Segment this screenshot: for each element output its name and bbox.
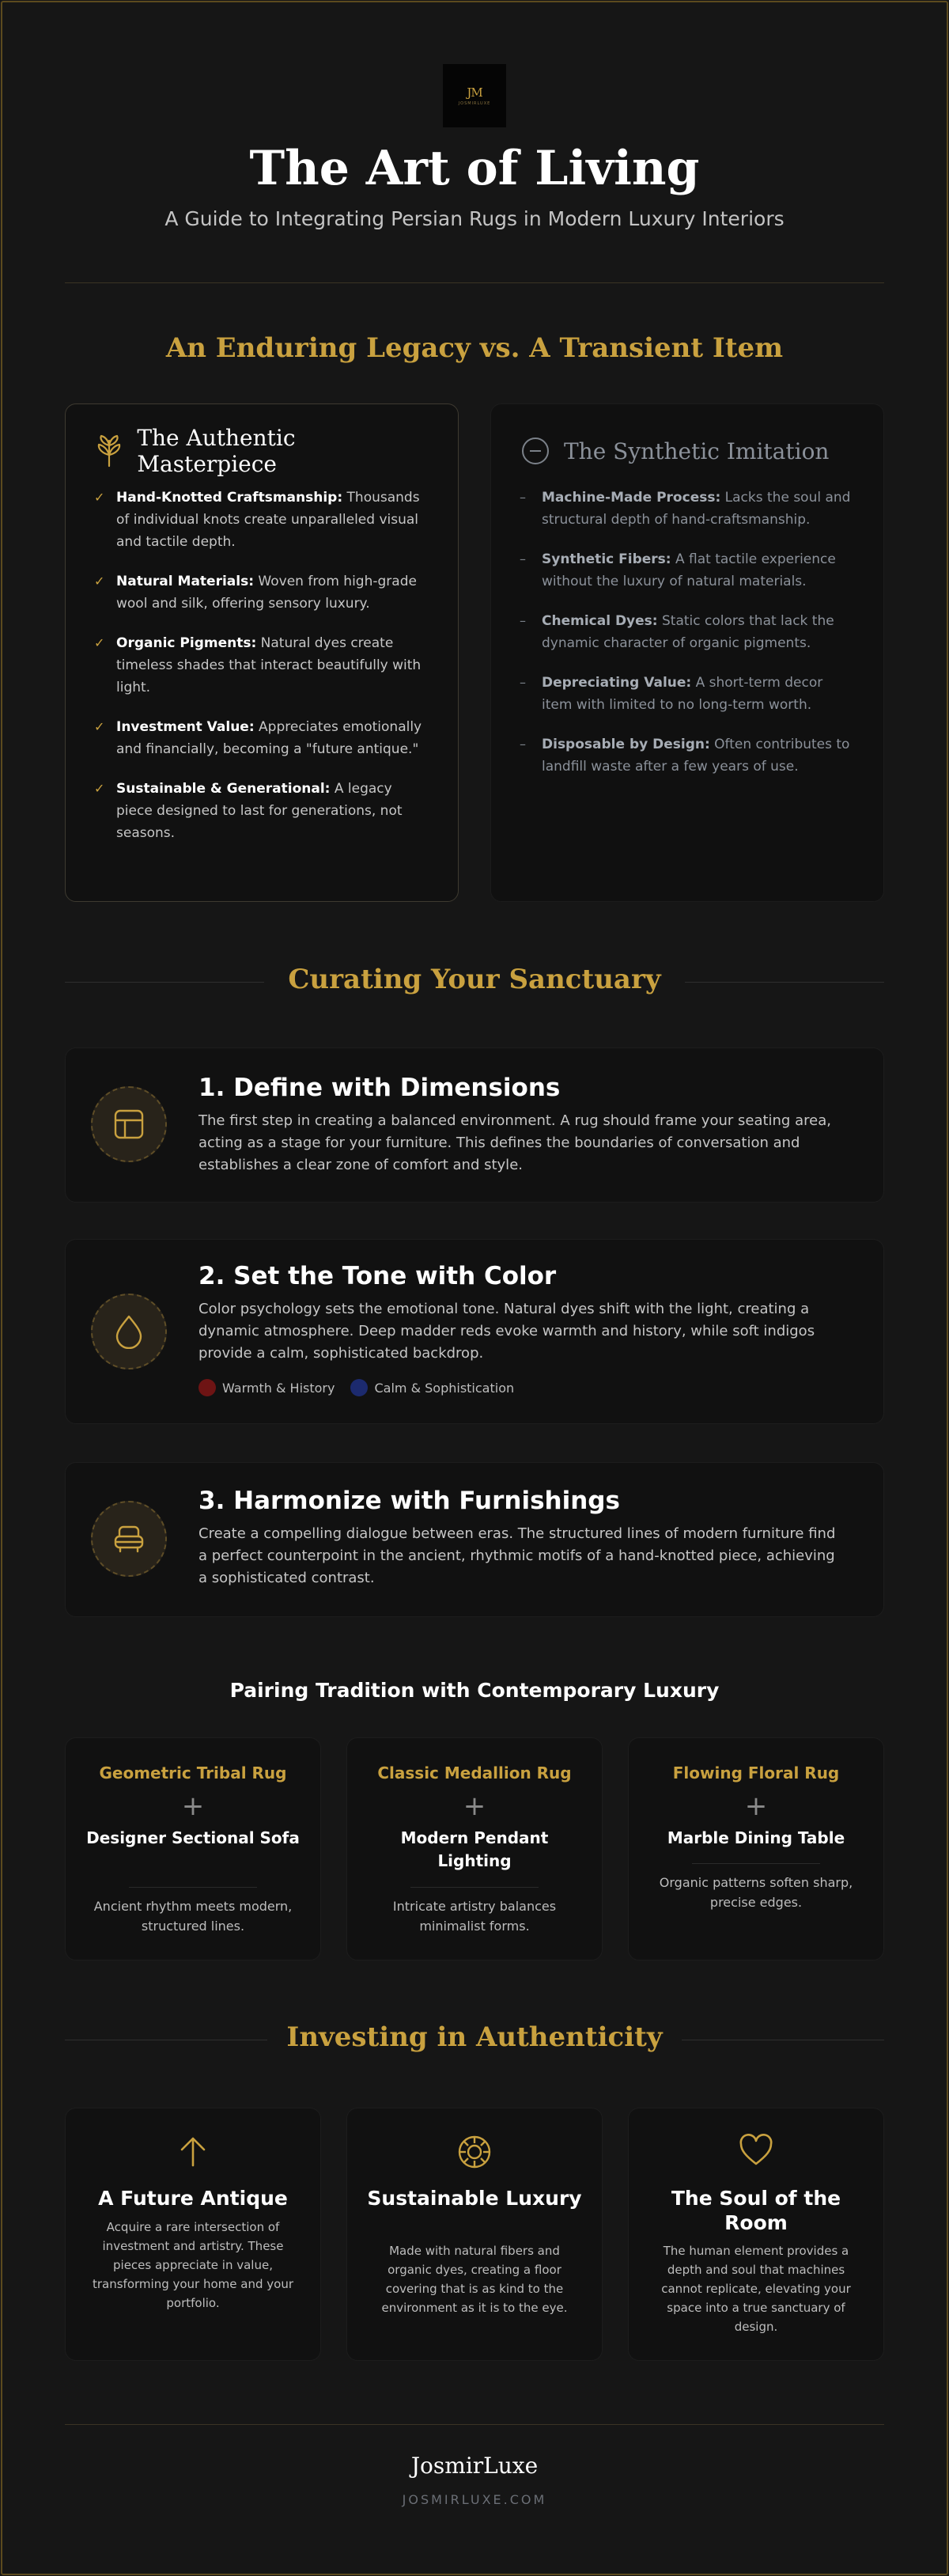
layout-icon xyxy=(91,1086,167,1162)
dash-icon: – xyxy=(520,737,526,752)
pairing-card xyxy=(65,1737,321,1960)
pairing-furniture: Marble Dining Table xyxy=(667,1828,845,1847)
synthetic-heading: The Synthetic Imitation xyxy=(564,438,830,464)
comparison-item xyxy=(520,672,855,716)
comparison-item xyxy=(94,570,429,615)
step-card-dimensions xyxy=(65,1047,884,1203)
comparison-item-label: Natural Materials: xyxy=(116,574,255,589)
curating-section-title: Curating Your Sanctuary xyxy=(288,964,661,995)
dash-icon: – xyxy=(520,613,526,628)
investing-card-title: The Soul of the Room xyxy=(671,2187,841,2234)
pairing-rug: Flowing Floral Rug xyxy=(672,1763,840,1782)
pairing-card xyxy=(628,1737,884,1960)
step-title: 1. Define with Dimensions xyxy=(198,1074,561,1102)
pairing-note: Ancient rhythm meets modern, structured lines. xyxy=(93,1899,293,1934)
comparison-item-text: A legacy piece designed to last for generations, not seasons. xyxy=(116,781,403,841)
comparison-item xyxy=(520,487,855,531)
investing-card xyxy=(628,2108,884,2361)
investing-card-text: The human element provides a depth and soul that machines cannot replicate, elevating your space into a true sanctuary of design. xyxy=(661,2244,851,2334)
color-legend xyxy=(198,1379,530,1396)
comparison-item-label: Disposable by Design: xyxy=(542,737,710,752)
step-text: Create a compelling dialogue between eras. The structured lines of modern furniture find a perfect counterpoint in the ancient, rhythmic motifs of a hand-knotted piece, achieving a sophisticated contrast. xyxy=(198,1525,836,1586)
check-icon: ✓ xyxy=(94,781,105,796)
sofa-icon xyxy=(91,1501,167,1577)
comparison-item-text: Thousands of individual knots create unparalleled visual and tactile depth. xyxy=(116,490,420,550)
investing-section-title: Investing in Authenticity xyxy=(286,2021,663,2053)
comparison-item-text: Often contributes to landfill waste after a few years of use. xyxy=(542,737,850,775)
legend-label: Warmth & History xyxy=(222,1380,335,1396)
comparison-item-text: A short-term decor item with limited to no long-term worth. xyxy=(542,675,823,713)
check-icon: ✓ xyxy=(94,635,105,650)
dash-icon: – xyxy=(520,551,526,566)
heart-icon xyxy=(629,2134,883,2172)
step-title: 2. Set the Tone with Color xyxy=(198,1262,557,1290)
comparison-item xyxy=(520,548,855,593)
pairing-note: Intricate artistry balances minimalist forms. xyxy=(392,1899,557,1934)
droplet-icon xyxy=(91,1294,167,1369)
minus-circle-icon xyxy=(520,435,551,467)
dash-icon: – xyxy=(520,675,526,690)
investing-card-text: Acquire a rare intersection of investment and artistry. These pieces appreciate in value, transforming your home and your portfolio. xyxy=(93,2220,294,2310)
footer-brand: JosmirLuxe xyxy=(410,2453,539,2479)
page-title: The Art of Living xyxy=(249,141,700,196)
authentic-heading: The Authentic Masterpiece xyxy=(137,425,296,477)
authentic-list xyxy=(94,487,429,844)
comparison-item xyxy=(520,610,855,654)
synthetic-list xyxy=(520,487,855,778)
comparison-item-text: Woven from high-grade wool and silk, offering sensory luxury. xyxy=(116,574,417,612)
legend-entry-calm xyxy=(350,1379,514,1396)
investing-card-text: Made with natural fibers and organic dyes, creating a floor covering that is as kind to the environment as it is to the eye. xyxy=(381,2244,568,2315)
investing-card xyxy=(346,2108,603,2361)
comparison-item-label: Chemical Dyes: xyxy=(542,613,658,629)
step-text: Color psychology sets the emotional tone. Natural dyes shift with the light, creating a dynamic atmosphere. Deep madder reds evoke warmth and history, while soft indigos provide a calm, sophisticated backdrop. xyxy=(198,1301,815,1362)
check-icon: ✓ xyxy=(94,574,105,589)
comparison-item xyxy=(94,632,429,699)
comparison-item-label: Sustainable & Generational: xyxy=(116,781,331,797)
authentic-card xyxy=(65,403,459,902)
investing-card-title: A Future Antique xyxy=(98,2187,288,2210)
pairing-rug: Geometric Tribal Rug xyxy=(99,1763,287,1782)
comparison-item-text: Static colors that lack the dynamic character of organic pigments. xyxy=(542,613,834,651)
footer-url[interactable]: JOSMIRLUXE.COM xyxy=(402,2492,547,2507)
synthetic-card xyxy=(490,403,884,902)
comparison-item-text: Appreciates emotionally and financially, becoming a "future antique." xyxy=(116,719,422,757)
pairing-rug: Classic Medallion Rug xyxy=(377,1763,572,1782)
page-subtitle: A Guide to Integrating Persian Rugs in Modern Luxury Interiors xyxy=(164,207,785,230)
comparison-item-label: Organic Pigments: xyxy=(116,635,257,651)
comparison-item-text: Lacks the soul and structural depth of hand-craftsmanship. xyxy=(542,490,851,528)
legend-label: Calm & Sophistication xyxy=(374,1380,515,1396)
logo-mark: JM xyxy=(467,85,482,100)
comparison-item xyxy=(94,778,429,844)
header-divider xyxy=(65,282,884,283)
footer-divider xyxy=(65,2424,884,2425)
pairing-separator xyxy=(692,1863,820,1864)
arrow-up-icon xyxy=(66,2134,320,2172)
plus-icon: + xyxy=(463,1790,486,1822)
pairing-card xyxy=(346,1737,603,1960)
wheat-icon xyxy=(94,435,124,467)
plus-icon: + xyxy=(181,1790,205,1822)
pairing-note: Organic patterns soften sharp, precise edges. xyxy=(659,1875,853,1910)
step-title: 3. Harmonize with Furnishings xyxy=(198,1487,620,1515)
pairing-separator xyxy=(410,1887,539,1888)
legend-swatch-indigo xyxy=(350,1379,368,1396)
comparison-item-label: Synthetic Fibers: xyxy=(542,551,671,567)
comparison-item xyxy=(94,716,429,760)
pairing-heading: Pairing Tradition with Contemporary Luxury xyxy=(229,1679,720,1702)
step-card-color xyxy=(65,1239,884,1424)
comparison-item-label: Depreciating Value: xyxy=(542,675,692,691)
investing-card-title: Sustainable Luxury xyxy=(367,2187,582,2210)
check-icon: ✓ xyxy=(94,490,105,505)
comparison-item xyxy=(94,487,429,553)
comparison-item-label: Hand-Knotted Craftsmanship: xyxy=(116,490,343,506)
sun-icon xyxy=(347,2134,602,2172)
pairing-furniture: Modern Pendant Lighting xyxy=(400,1828,549,1870)
comparison-item-label: Investment Value: xyxy=(116,719,255,735)
pairing-furniture: Designer Sectional Sofa xyxy=(86,1828,300,1847)
legend-swatch-red xyxy=(198,1379,216,1396)
logo-subtext: JOSMIRLUXE xyxy=(458,100,491,106)
investing-card xyxy=(65,2108,321,2361)
check-icon: ✓ xyxy=(94,719,105,734)
comparison-item-text: A flat tactile experience without the luxury of natural materials. xyxy=(542,551,836,589)
legacy-section-title: An Enduring Legacy vs. A Transient Item xyxy=(165,332,784,364)
plus-icon: + xyxy=(744,1790,768,1822)
dash-icon: – xyxy=(520,490,526,505)
comparison-item xyxy=(520,733,855,778)
pairing-separator xyxy=(129,1887,257,1888)
brand-logo xyxy=(443,64,506,127)
step-text: The first step in creating a balanced environment. A rug should frame your seating area, acting as a stage for your furniture. This defines the boundaries of conversation and establishes a clear zone of comfort and style. xyxy=(198,1112,831,1173)
step-card-furnishings xyxy=(65,1462,884,1617)
legend-entry-warmth xyxy=(198,1379,335,1396)
comparison-item-label: Machine-Made Process: xyxy=(542,490,721,506)
comparison-item-text: Natural dyes create timeless shades that interact beautifully with light. xyxy=(116,635,422,695)
